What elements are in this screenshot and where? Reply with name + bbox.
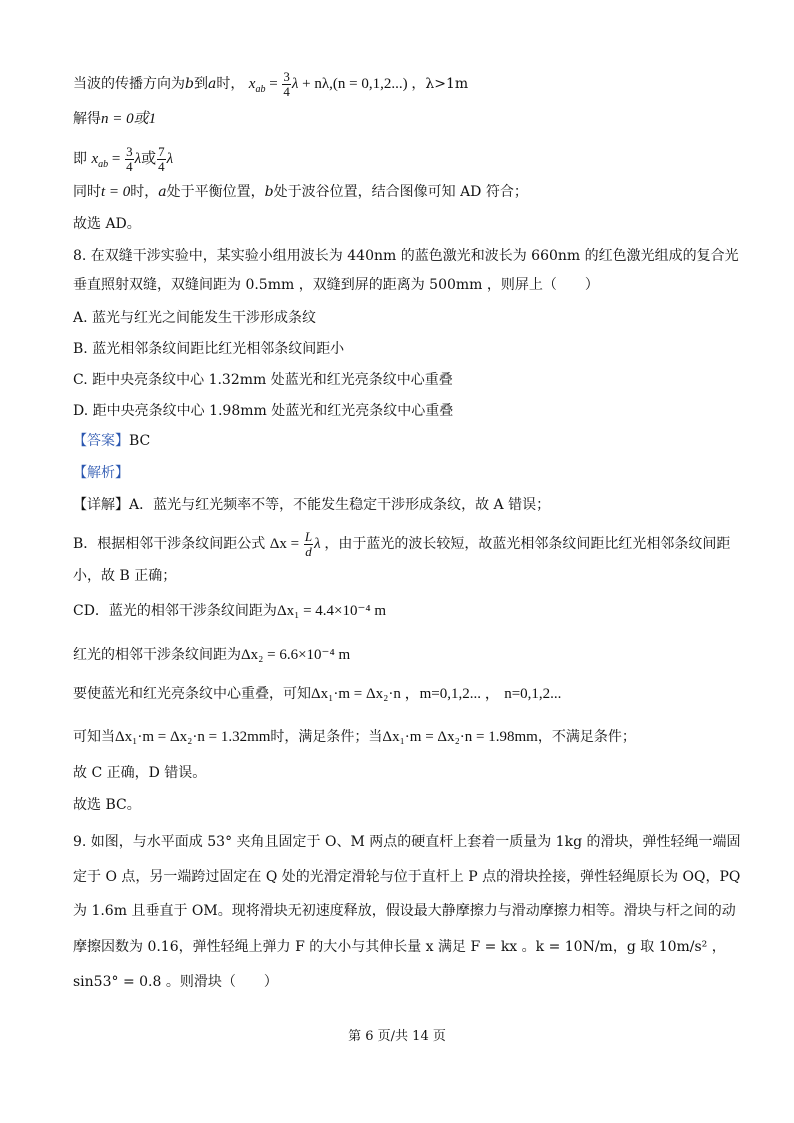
- line-select-ad: 故选 AD。: [73, 216, 141, 232]
- line-wave-direction: [73, 70, 468, 99]
- text: ，λ>1m: [411, 75, 469, 92]
- option-b: B. 蓝光相邻条纹间距比红光相邻条纹间距小: [73, 341, 345, 357]
- question-9-line2: 定于 O 点，另一端跨过固定在 Q 处的光滑定滑轮与位于直杆上 P 点的滑块拴接，弹性轻绳原长为 OQ，PQ: [73, 869, 741, 885]
- formula-xab: $x_{ab}$ = $\frac{3}{4}$ λ + nλ,(n = 0,1,2...): [248, 69, 408, 99]
- question-9-line3: 为 1.6m 且垂直于 OM。现将滑块无初速度释放，假设最大静摩擦力与滑动摩擦力相等。滑块与杆之间的动: [73, 903, 736, 919]
- analysis-tag: 【解析】: [73, 465, 129, 481]
- detail-b-line1: B．根据相邻干涉条纹间距公式 Δx = $\frac{L}{d}$ λ ，由于蓝光的波长较短，故蓝光相邻条纹间距比红光相邻条纹间距: [73, 529, 731, 559]
- var-b: b: [185, 75, 194, 92]
- text: 时，: [216, 75, 245, 92]
- detail-conclusion: 故 C 正确，D 错误。: [73, 765, 207, 781]
- option-c: C. 距中央亮条纹中心 1.32mm 处蓝光和红光亮条纹中心重叠: [73, 372, 453, 388]
- detail-tag: 【详解】: [73, 497, 129, 513]
- detail-red: 红光的相邻干涉条纹间距为Δx₂ = 6.6×10⁻⁴ m: [73, 647, 351, 663]
- option-d: D. 距中央亮条纹中心 1.98mm 处蓝光和红光亮条纹中心重叠: [73, 403, 454, 419]
- formula-fringe-spacing: Δx = $\frac{L}{d}$ λ: [269, 529, 321, 559]
- detail-select: 故选 BC。: [73, 797, 141, 813]
- question-8-line1: 8. 在双缝干涉实验中，某实验小组用波长为 440nm 的蓝色激光和波长为 660nm 的红色激光组成的复合光: [73, 248, 739, 264]
- detail-b-line2: 小，故 B 正确；: [73, 568, 177, 584]
- line-solve-n: 解得n = 0或1: [73, 111, 157, 127]
- question-9-line5: sin53° = 0.8 。则滑块（ ）: [73, 974, 278, 990]
- detail-cd: CD．蓝光的相邻干涉条纹间距为Δx₁ = 4.4×10⁻⁴ m: [73, 603, 387, 619]
- line-xab-result: 即 $x_{ab}$ = $\frac{3}{4}$ λ或 $\frac{7}{4}$ λ: [73, 144, 174, 174]
- question-8-line2: 垂直照射双缝，双缝间距为 0.5mm ，双缝到屏的距离为 500mm ，则屏上（ ）: [73, 277, 599, 293]
- answer-value: BC: [129, 433, 151, 449]
- detail-check: 可知当Δx₁·m = Δx₂·n = 1.32mm时，满足条件；当Δx₁·m = Δx₂·n = 1.98mm，不满足条件；: [73, 729, 636, 745]
- page-footer: 第 6 页/共 14 页: [348, 1029, 446, 1044]
- option-a: A. 蓝光与红光之间能发生干涉形成条纹: [73, 310, 317, 326]
- formula-xab-values: $x_{ab}$ = $\frac{3}{4}$ λ或 $\frac{7}{4}$ λ: [91, 144, 174, 174]
- text: 到: [193, 75, 208, 92]
- answer-tag: 【答案】: [73, 433, 129, 449]
- question-9-line1: 9. 如图，与水平面成 53° 夹角且固定于 O、M 两点的硬直杆上套着一质量为 1kg 的滑块，弹性轻绳一端固: [73, 834, 741, 850]
- var-a: a: [207, 75, 217, 92]
- answer-line: [73, 431, 150, 451]
- detail-a: 【详解】A．蓝光与红光频率不等，不能发生稳定干涉形成条纹，故 A 错误；: [73, 497, 551, 513]
- text: 当波的传播方向为: [73, 75, 185, 92]
- line-t0: 同时t = 0时，a处于平衡位置，b处于波谷位置，结合图像可知 AD 符合；: [73, 184, 528, 200]
- detail-condition: 要使蓝光和红光亮条纹中心重叠，可知Δx₁·m = Δx₂·n ，m=0,1,2... ， n=0,1,2...: [73, 686, 562, 702]
- question-9-line4: 摩擦因数为 0.16，弹性轻绳上弹力 F 的大小与其伸长量 x 满足 F = kx 。k = 10N/m，g 取 10m/s² ，: [73, 939, 726, 955]
